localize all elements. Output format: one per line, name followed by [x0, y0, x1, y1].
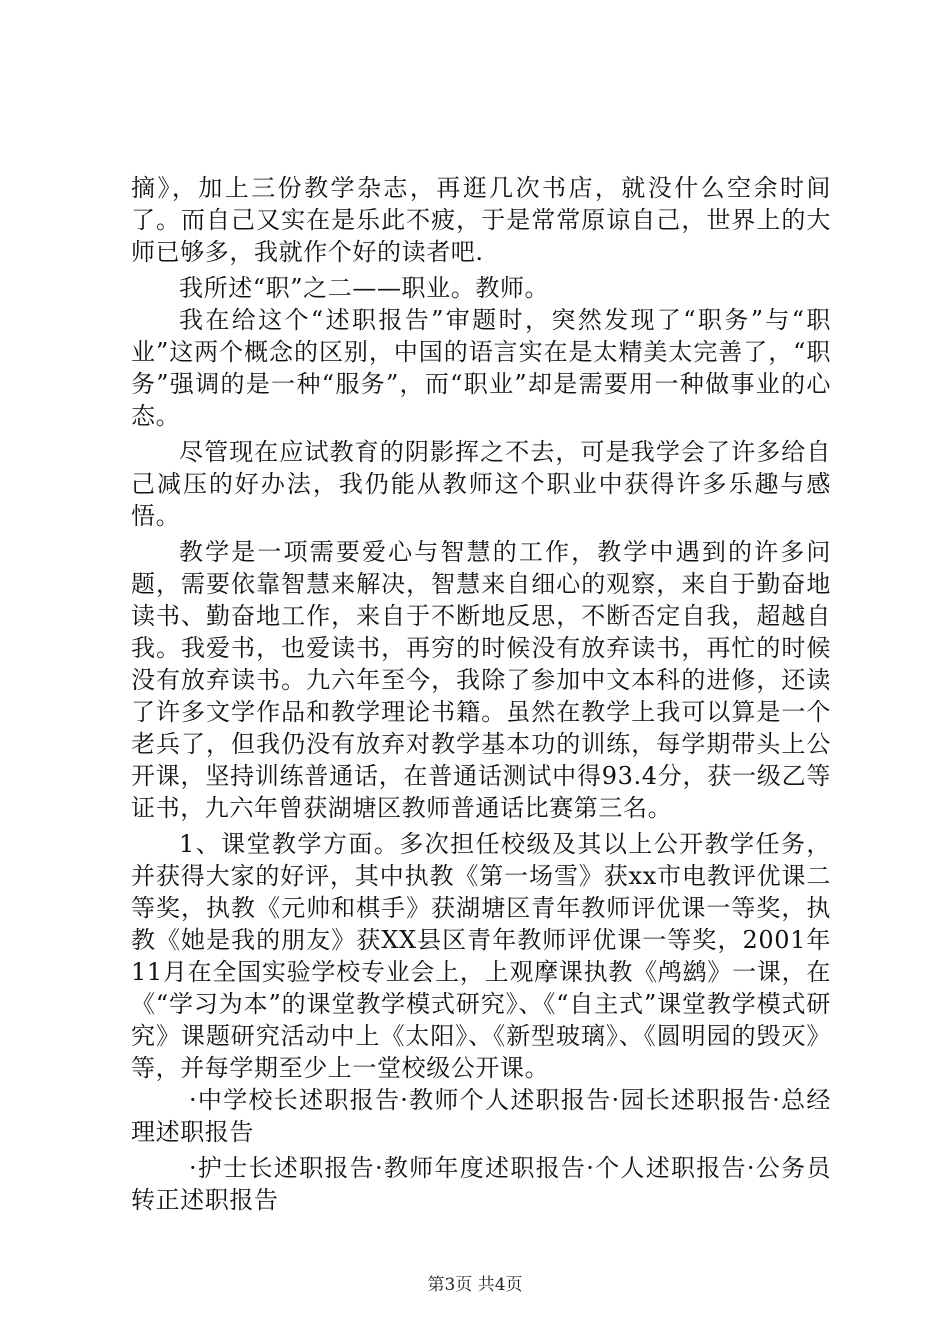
related-links-line-2[interactable]: ·护士长述职报告·教师年度述职报告·个人述职报告·公务员转正述职报告 — [131, 1154, 831, 1214]
paragraph-classroom-teaching: 1、课堂教学方面。多次担任校级及其以上公开教学任务，并获得大家的好评，其中执教《第一场雪》获xx市电教评优课二等奖，执教《元帅和棋手》获湖塘区青年教师评优课一等奖，执教《她是我的朋友》获XX县区青年教师评优课一等奖，2001年11月在全国实验学校专业会上，上观摩课执教《鸬鹚》一课，在《“学习为本”的课堂教学模式研究》、《“自主式”课堂教学模式研究》课题研究活动中上《太阳》、《新型玻璃》、《圆明园的毁灭》等，并每学期至少上一堂校级公开课。 — [131, 830, 831, 1082]
paragraph-continuation: 摘》，加上三份教学杂志，再逛几次书店，就没什么空余时间了。而自己又实在是乐此不疲，于是常常原谅自己，世界上的大师已够多，我就作个好的读者吧. — [131, 174, 831, 266]
paragraph-section-heading: 我所述“职”之二——职业。教师。 — [179, 274, 550, 302]
document-body — [131, 172, 831, 1216]
paragraph-teaching-wisdom: 教学是一项需要爱心与智慧的工作，教学中遇到的许多问题，需要依靠智慧来解决，智慧来自细心的观察，来自于勤奋地读书、勤奋地工作，来自于不断地反思，不断否定自我，超越自我。我爱书，也爱读书，再穷的时候没有放弃读书，再忙的时候没有放弃读书。九六年至今，我除了参加中文本科的进修，还读了许多文学作品和教学理论书籍。虽然在教学上我可以算是一个老兵了，但我仍没有放弃对教学基本功的训练，每学期带头上公开课，坚持训练普通话，在普通话测试中得93.4分，获一级乙等证书，九六年曾获湖塘区教师普通话比赛第三名。 — [131, 538, 831, 822]
paragraph-duty-vs-profession: 我在给这个“述职报告”审题时，突然发现了“职务”与“职业”这两个概念的区别，中国的语言实在是太精美太完善了，“职务”强调的是一种“服务”，而“职业”却是需要用一种做事业的心态。 — [131, 306, 831, 430]
related-links-line-1[interactable]: ·中学校长述职报告·教师个人述职报告·园长述职报告·总经理述职报告 — [131, 1086, 831, 1146]
paragraph-stress-relief: 尽管现在应试教育的阴影挥之不去，可是我学会了许多给自己减压的好办法，我仍能从教师这个职业中获得许多乐趣与感悟。 — [131, 438, 831, 530]
page-number-footer: 第3页 共4页 — [427, 1275, 523, 1295]
